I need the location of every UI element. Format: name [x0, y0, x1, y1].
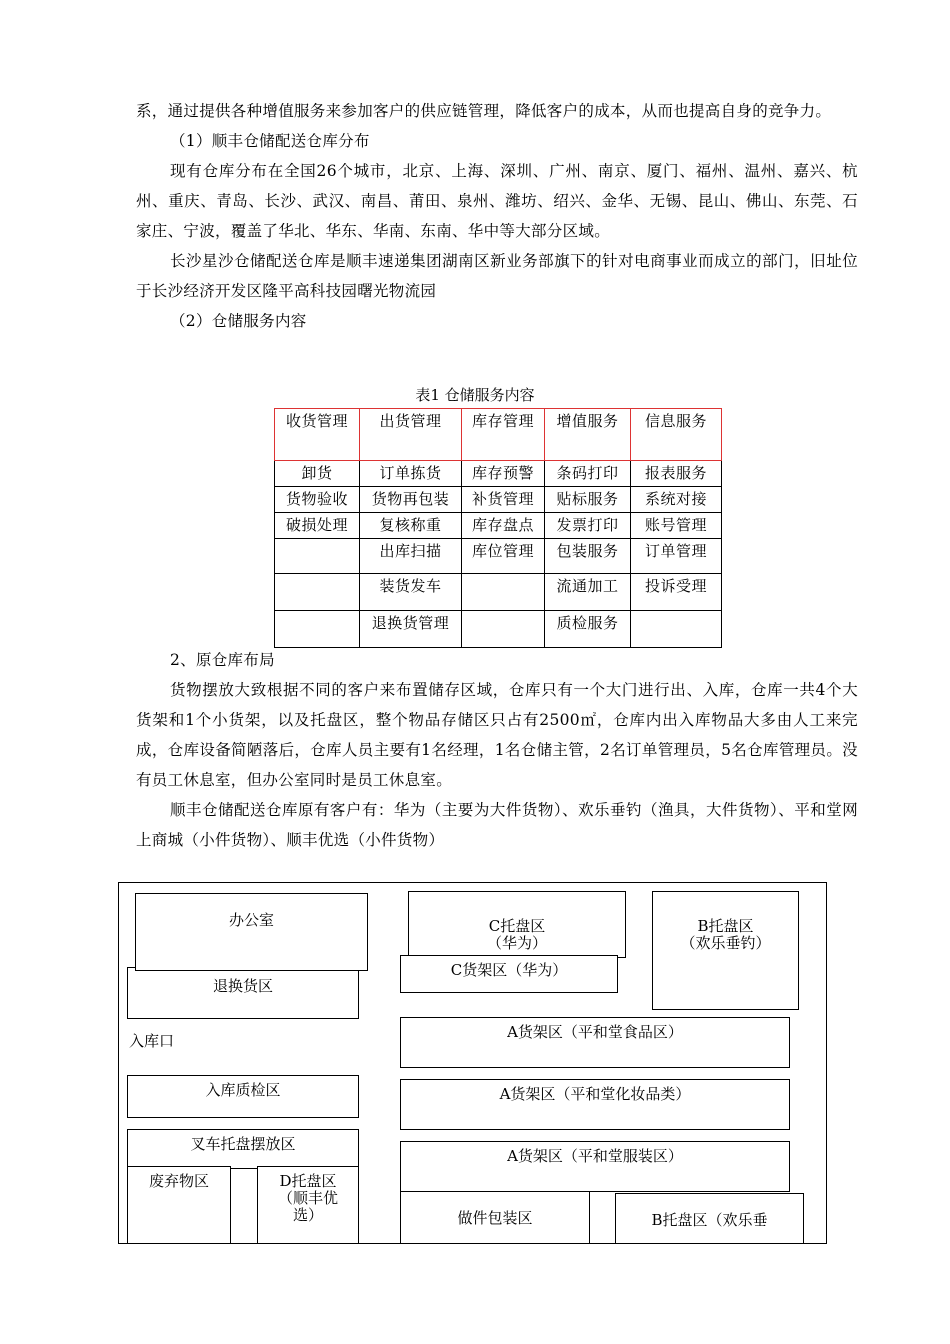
table-cell: 复核称重	[360, 513, 462, 539]
table-cell: 破损处理	[275, 513, 360, 539]
zone-office-label: 办公室	[228, 911, 274, 929]
table-cell: 库存预警	[462, 461, 545, 487]
paragraph-layout-description: 货物摆放大致根据不同的客户来布置储存区域，仓库只有一个大门进行出、入库，仓库一共4个大货架和1个小货架，以及托盘区，整个物品存储区只占有2500㎡，仓库内出入库物品大多由人工来完成，仓库设备简陋落后，仓库人员主要有1名经理，1名仓储主管，2名订单管理员，5名仓库管理员。没有员工休息室，但办公室同时是员工休息室。	[136, 681, 858, 789]
table-row	[275, 611, 722, 648]
table-cell: 质检服务	[545, 611, 631, 648]
table-row	[275, 574, 722, 611]
table-cell	[631, 611, 722, 648]
zone-d-pallet-label: D托盘区（顺丰优选）	[277, 1172, 338, 1224]
paragraph-supply-chain: 系，通过提供各种增值服务来参加客户的供应链管理，降低客户的成本，从而也提高自身的竞争力。	[136, 102, 832, 120]
entrance-label: 入库口	[129, 1032, 175, 1050]
table-cell: 发票打印	[545, 513, 631, 539]
zone-a-shelf-clothing-label: A货架区（平和堂服装区）	[507, 1147, 683, 1165]
paragraph-warehouse-cities: 现有仓库分布在全国26个城市，北京、上海、深圳、广州、南京、厦门、福州、温州、嘉兴、杭州、重庆、青岛、长沙、武汉、南昌、莆田、泉州、潍坊、绍兴、金华、无锡、昆山、佛山、东莞、石家庄、宁波，覆盖了华北、华东、华南、东南、华中等大部分区域。	[136, 162, 858, 240]
zone-waste	[127, 1166, 231, 1244]
table-cell	[462, 574, 545, 611]
table-cell: 订单管理	[631, 539, 722, 574]
zone-b-pallet-top-label: B托盘区 （欢乐垂钓）	[680, 917, 771, 952]
heading-warehouse-distribution: （1）顺丰仓储配送仓库分布	[170, 132, 370, 150]
zone-c-pallet-label: C托盘区 （华为）	[486, 917, 547, 952]
table-cell: 货物再包装	[360, 487, 462, 513]
zone-packing-label: 做件包装区	[457, 1209, 533, 1227]
zone-c-shelf-label: C货架区（华为）	[450, 961, 568, 979]
zone-forklift-pallet	[127, 1129, 359, 1169]
zone-office	[135, 893, 368, 971]
zone-c-shelf	[400, 955, 618, 993]
service-table	[274, 408, 722, 648]
zone-inbound-qc-label: 入库质检区	[205, 1081, 281, 1099]
table-caption: 表1 仓储服务内容	[415, 386, 535, 404]
table-header-cell: 出货管理	[360, 409, 462, 461]
zone-b-pallet-bottom-label: B托盘区（欢乐垂	[651, 1211, 768, 1229]
table-cell: 库位管理	[462, 539, 545, 574]
table-cell: 卸货	[275, 461, 360, 487]
zone-d-pallet	[257, 1166, 359, 1244]
table-row	[275, 539, 722, 574]
table-cell: 装货发车	[360, 574, 462, 611]
zone-return	[127, 967, 359, 1019]
table-header-cell: 信息服务	[631, 409, 722, 461]
paragraph-original-clients: 顺丰仓储配送仓库原有客户有：华为（主要为大件货物）、欢乐垂钓（渔具，大件货物）、平和堂网上商城（小件货物）、顺丰优选（小件货物）	[136, 801, 858, 849]
table-cell: 订单拣货	[360, 461, 462, 487]
zone-b-pallet-bottom	[615, 1193, 804, 1244]
table-header-cell: 库存管理	[462, 409, 545, 461]
table-cell	[275, 539, 360, 574]
table-header-cell: 收货管理	[275, 409, 360, 461]
zone-a-shelf-cosmetics	[400, 1079, 790, 1130]
table-cell: 库存盘点	[462, 513, 545, 539]
zone-packing	[400, 1191, 590, 1244]
table-cell: 退换货管理	[360, 611, 462, 648]
table-cell: 补货管理	[462, 487, 545, 513]
table-cell	[275, 611, 360, 648]
table-cell: 贴标服务	[545, 487, 631, 513]
heading-original-layout: 2、原仓库布局	[170, 651, 275, 669]
table-cell: 账号管理	[631, 513, 722, 539]
zone-waste-label: 废弃物区	[148, 1172, 209, 1190]
zone-c-pallet	[408, 891, 626, 958]
table-cell: 投诉受理	[631, 574, 722, 611]
table-row	[275, 461, 722, 487]
table-cell: 出库扫描	[360, 539, 462, 574]
table-row	[275, 513, 722, 539]
paragraph-changsha-warehouse: 长沙星沙仓储配送仓库是顺丰速递集团湖南区新业务部旗下的针对电商事业而成立的部门，旧址位于长沙经济开发区隆平高科技园曙光物流园	[136, 252, 858, 300]
heading-service-content: （2）仓储服务内容	[170, 312, 307, 330]
table-cell: 报表服务	[631, 461, 722, 487]
table-cell: 系统对接	[631, 487, 722, 513]
zone-a-shelf-food-label: A货架区（平和堂食品区）	[507, 1023, 683, 1041]
table-header-cell: 增值服务	[545, 409, 631, 461]
table-cell: 货物验收	[275, 487, 360, 513]
zone-a-shelf-clothing	[400, 1141, 790, 1192]
table-header-row	[275, 409, 722, 461]
table-cell	[275, 574, 360, 611]
table-row	[275, 487, 722, 513]
table-cell: 流通加工	[545, 574, 631, 611]
zone-forklift-pallet-label: 叉车托盘摆放区	[190, 1135, 296, 1153]
zone-b-pallet-top	[652, 891, 799, 1010]
zone-a-shelf-cosmetics-label: A货架区（平和堂化妆品类）	[499, 1085, 691, 1103]
table-cell: 条码打印	[545, 461, 631, 487]
table-cell	[462, 611, 545, 648]
zone-return-label: 退换货区	[212, 977, 273, 995]
table-cell: 包装服务	[545, 539, 631, 574]
warehouse-layout-diagram	[118, 882, 827, 1244]
zone-inbound-qc	[127, 1075, 359, 1118]
zone-a-shelf-food	[400, 1017, 790, 1068]
